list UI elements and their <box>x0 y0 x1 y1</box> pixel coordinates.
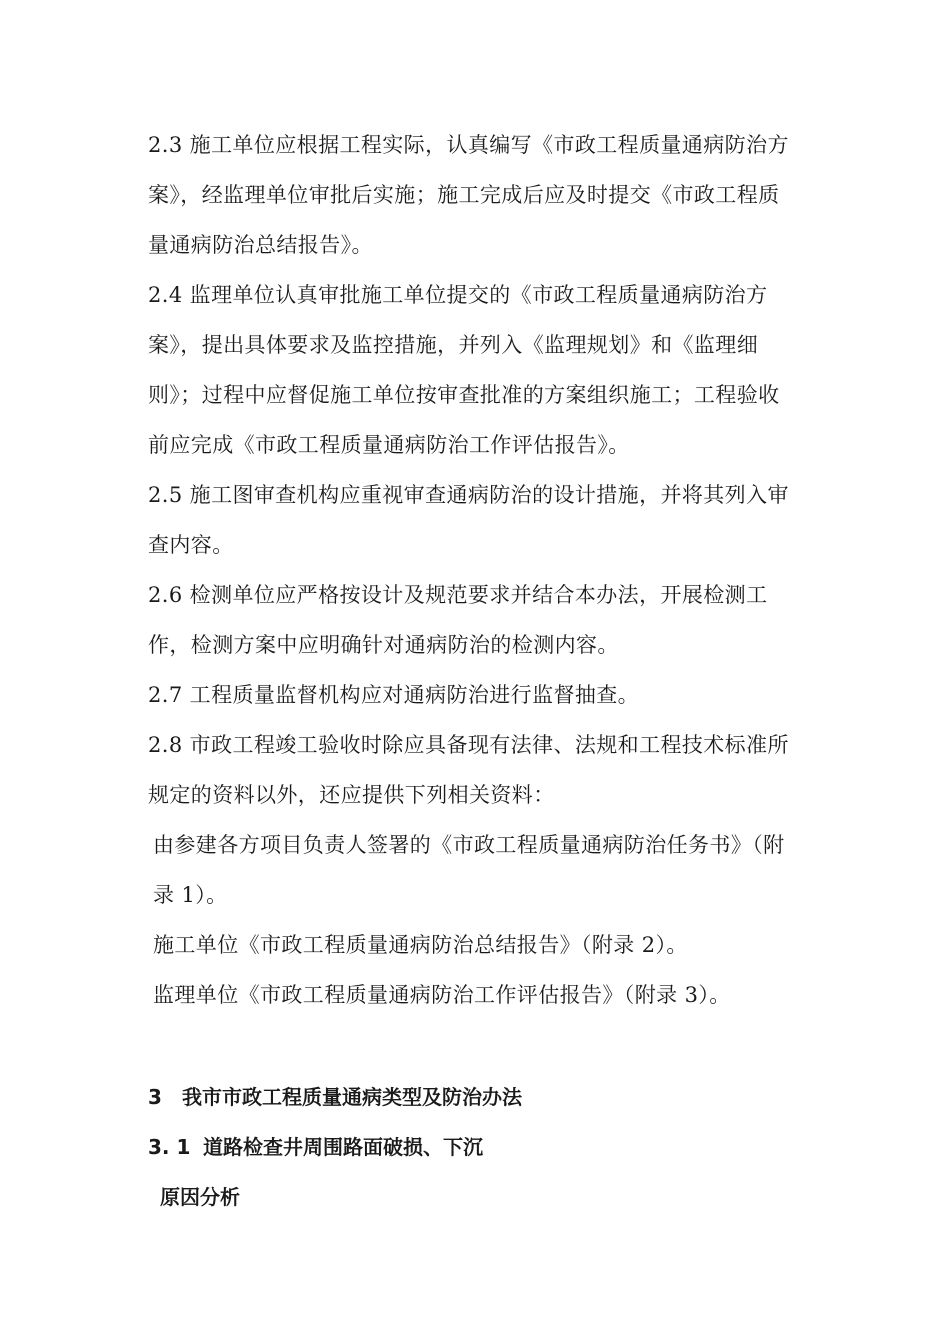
section-title: 我市市政工程质量通病类型及防治办法 <box>182 1085 522 1109</box>
subsection-number: 3. 1 <box>148 1135 191 1159</box>
paragraph-2-8: 2.8 市政工程竣工验收时除应具备现有法律、法规和工程技术标准所规定的资料以外，还应提供下列相关资料： <box>148 733 789 807</box>
paragraph-2-3: 2.3 施工单位应根据工程实际，认真编写《市政工程质量通病防治方案》，经监理单位审批后实施；施工完成后应及时提交《市政工程质量通病防治总结报告》。 <box>148 133 789 257</box>
paragraph-2-7: 2.7 工程质量监督机构应对通病防治进行监督抽查。 <box>148 683 640 707</box>
subsection-title: 道路检查井周围路面破损、下沉 <box>203 1135 483 1159</box>
cause-analysis-heading: 原因分析 <box>160 1185 240 1209</box>
list-item-appendix-1: 由参建各方项目负责人签署的《市政工程质量通病防治任务书》（附录 1）。 <box>153 833 785 907</box>
list-item-appendix-2: 施工单位《市政工程质量通病防治总结报告》（附录 2）。 <box>153 933 688 957</box>
paragraph-2-6: 2.6 检测单位应严格按设计及规范要求并结合本办法，开展检测工作，检测方案中应明确针对通病防治的检测内容。 <box>148 583 768 657</box>
section-heading-3 <box>148 1082 522 1112</box>
paragraph-2-4: 2.4 监理单位认真审批施工单位提交的《市政工程质量通病防治方案》，提出具体要求及监控措施，并列入《监理规划》和《监理细则》；过程中应督促施工单位按审查批准的方案组织施工；工程验收前应完成《市政工程质量通病防治工作评估报告》。 <box>148 283 780 457</box>
section-number: 3 <box>148 1085 162 1109</box>
paragraph-2-5: 2.5 施工图审查机构应重视审查通病防治的设计措施，并将其列入审查内容。 <box>148 483 789 557</box>
section-heading-3-1 <box>148 1132 483 1162</box>
list-item-appendix-3: 监理单位《市政工程质量通病防治工作评估报告》（附录 3）。 <box>153 983 731 1007</box>
